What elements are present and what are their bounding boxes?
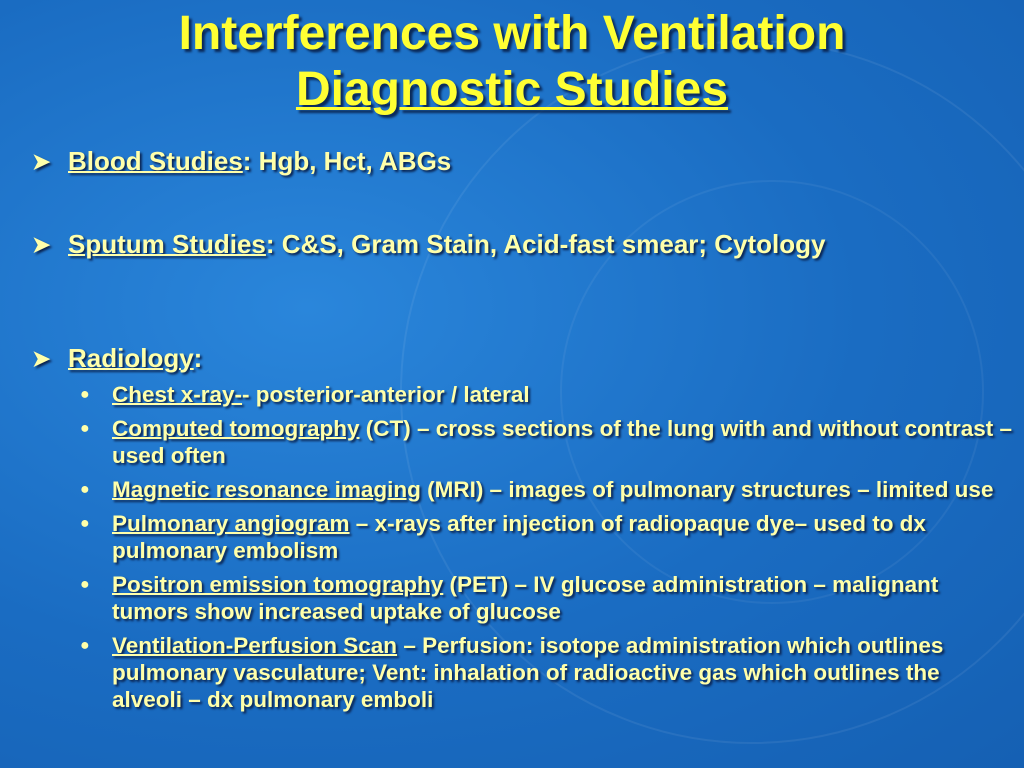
list-item xyxy=(80,476,1015,503)
list-item xyxy=(80,415,1015,469)
bullet-dot-icon: ● xyxy=(80,637,90,654)
bullet-dot-icon: ● xyxy=(80,515,90,532)
item-text: - posterior-anterior / lateral xyxy=(242,382,530,407)
bullet-term: Sputum Studies xyxy=(68,229,266,259)
chevron-right-icon: ➤ xyxy=(32,232,51,257)
bullet-radiology xyxy=(32,343,992,374)
item-text: (CT) – cross sections of the lung with and without contrast – used often xyxy=(112,416,1013,468)
radiology-list xyxy=(80,381,1015,720)
item-term: Chest x-ray- xyxy=(112,382,243,407)
bullet-blood-studies xyxy=(32,146,992,177)
item-text: (PET) – IV glucose administration – malignant tumors show increased uptake of glucose xyxy=(112,572,939,624)
item-text: – x-rays after injection of radiopaque dye– used to dx pulmonary embolism xyxy=(112,511,926,563)
bullet-dot-icon: ● xyxy=(80,386,90,403)
bullet-dot-icon: ● xyxy=(80,481,90,498)
list-item xyxy=(80,571,1015,625)
bullet-dot-icon: ● xyxy=(80,576,90,593)
item-term: Positron emission tomography xyxy=(112,572,444,597)
bullet-text: : xyxy=(193,343,203,373)
item-term: Ventilation-Perfusion Scan xyxy=(112,633,398,658)
item-text: (MRI) – images of pulmonary structures – limited use xyxy=(420,477,994,502)
item-text: – Perfusion: isotope administration which outlines pulmonary vasculature; Vent: inhalation of radioactive gas which outlines the alveoli – dx pulmonary emboli xyxy=(112,633,944,712)
title-line-1: Interferences with Ventilation xyxy=(178,7,846,60)
bullet-term: Blood Studies xyxy=(68,146,243,176)
chevron-right-icon: ➤ xyxy=(32,149,51,174)
list-item xyxy=(80,510,1015,564)
bullet-sputum-studies xyxy=(32,229,992,260)
title-line-2: Diagnostic Studies xyxy=(295,63,729,116)
slide-title xyxy=(0,6,1024,118)
list-item xyxy=(80,381,1015,408)
chevron-right-icon: ➤ xyxy=(32,346,51,371)
item-term: Pulmonary angiogram xyxy=(112,511,350,536)
bullet-dot-icon: ● xyxy=(80,420,90,437)
list-item xyxy=(80,632,1015,713)
bullet-text: : C&S, Gram Stain, Acid-fast smear; Cytology xyxy=(265,229,826,259)
bullet-term: Radiology xyxy=(68,343,194,373)
item-term: Magnetic resonance imaging xyxy=(112,477,421,502)
bullet-text: : Hgb, Hct, ABGs xyxy=(242,146,452,176)
item-term: Computed tomography xyxy=(112,416,360,441)
